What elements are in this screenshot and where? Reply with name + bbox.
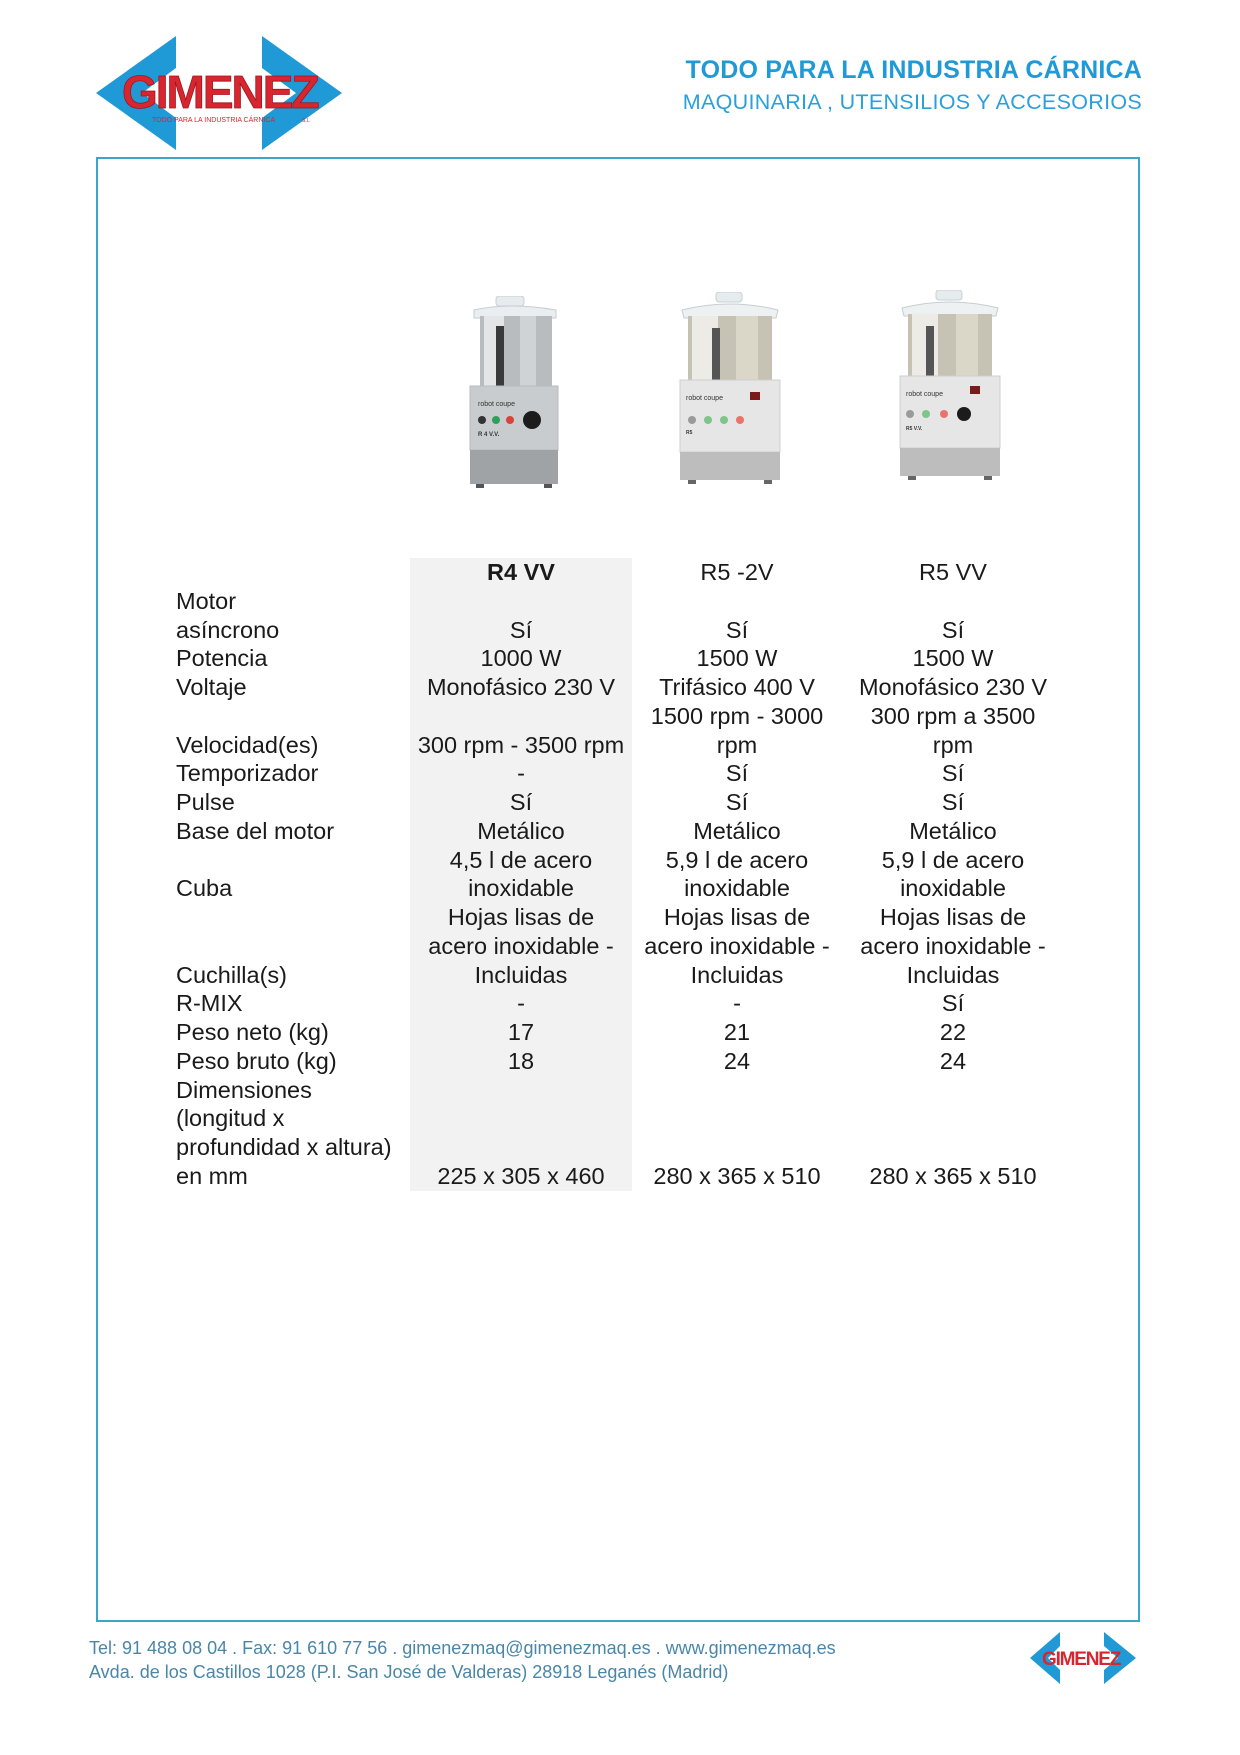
product-images [0, 290, 1240, 510]
footer-contact [89, 1636, 836, 1684]
svg-text:R5 V.V.: R5 V.V. [906, 426, 923, 432]
spec-value: Metálico [909, 817, 997, 844]
spec-value: 1500 rpm - 3000 [650, 702, 824, 729]
spec-value [842, 1076, 1064, 1105]
spec-value: 280 x 365 x 510 [653, 1162, 821, 1189]
spec-value: - [733, 990, 741, 1017]
spec-value [410, 1104, 632, 1133]
spec-value: inoxidable [468, 875, 574, 902]
spec-value [410, 702, 632, 731]
column-header: R4 VV [487, 559, 555, 585]
spec-value: Sí [941, 990, 965, 1017]
row-label: en mm [176, 1162, 248, 1189]
spec-value: 300 rpm - 3500 rpm [417, 731, 625, 758]
spec-value: acero inoxidable - [644, 932, 830, 959]
spec-value: Hojas lisas de [663, 904, 811, 930]
spec-value: 24 [939, 1047, 967, 1074]
spec-value: 17 [507, 1019, 535, 1045]
column-header: R5 VV [919, 559, 987, 585]
svg-text:GIMENEZ: GIMENEZ [122, 66, 318, 118]
svg-text:TODO PARA LA INDUSTRIA CÁRNICA: TODO PARA LA INDUSTRIA CÁRNICA [152, 117, 276, 124]
svg-text:R5: R5 [686, 430, 693, 436]
spec-value: 5,9 l de acero [881, 846, 1025, 873]
row-label: Voltaje [176, 674, 247, 700]
spec-value [626, 1076, 848, 1105]
row-label: Peso neto (kg) [176, 1019, 329, 1045]
spec-value: inoxidable [684, 875, 790, 902]
svg-text:GIMENEZ: GIMENEZ [1042, 1649, 1121, 1670]
tagline [683, 54, 1142, 118]
spec-value: 24 [723, 1047, 751, 1074]
spec-value: 18 [507, 1047, 535, 1074]
spec-value: rpm [716, 731, 758, 758]
spec-value: 1000 W [480, 645, 562, 672]
spec-value: Trifásico 400 V [659, 674, 815, 700]
spec-value [410, 587, 632, 616]
spec-value: Monofásico 230 V [858, 674, 1048, 700]
spec-value: 280 x 365 x 510 [869, 1162, 1037, 1189]
row-label: Cuchilla(s) [176, 961, 287, 988]
footer-address-line: Avda. de los Castillos 1028 (P.I. San José de Valderas) 28918 Leganés (Madrid) [89, 1662, 729, 1682]
product-image-r4vv [460, 296, 570, 492]
spec-value: 5,9 l de acero [665, 846, 809, 873]
row-label: Potencia [176, 645, 268, 672]
svg-text:R 4 V.V.: R 4 V.V. [478, 432, 500, 438]
spec-value: Metálico [693, 817, 781, 844]
row-label: Temporizador [176, 760, 319, 787]
spec-value: Incluidas [906, 961, 1000, 988]
gimenez-logo [96, 36, 358, 150]
row-label [176, 932, 416, 961]
row-label: (longitud x [176, 1105, 285, 1132]
spec-value [626, 587, 848, 616]
column-header: R5 -2V [700, 559, 774, 585]
spec-value: 225 x 305 x 460 [437, 1162, 605, 1189]
row-label: Velocidad(es) [176, 731, 319, 758]
spec-value: acero inoxidable - [860, 932, 1046, 959]
row-label: Peso bruto (kg) [176, 1047, 337, 1074]
spec-value: 300 rpm a 3500 [870, 702, 1036, 729]
spec-value: 22 [939, 1019, 967, 1045]
spec-value [626, 1133, 848, 1162]
product-image-r5-2v [676, 292, 786, 488]
spec-column-r5vv [842, 558, 1064, 1191]
spec-value [626, 1104, 848, 1133]
spec-value: Incluidas [690, 961, 784, 988]
row-label [176, 903, 416, 932]
row-label [176, 702, 416, 731]
spec-value [410, 1076, 632, 1105]
svg-text:robot coupe: robot coupe [478, 401, 515, 408]
spec-value: acero inoxidable - [428, 932, 614, 959]
row-label: R-MIX [176, 990, 243, 1017]
row-label: profundidad x altura) [176, 1134, 392, 1160]
row-label: asíncrono [176, 616, 280, 643]
spec-column-r4vv [410, 558, 632, 1191]
product-image-r5vv [896, 290, 1006, 486]
spec-value: Monofásico 230 V [426, 674, 616, 700]
spec-value: Sí [725, 760, 749, 787]
spec-value: Sí [509, 789, 533, 815]
row-label: Dimensiones [176, 1076, 312, 1103]
gimenez-footer-logo [1030, 1632, 1140, 1684]
svg-text:robot coupe: robot coupe [906, 391, 943, 398]
svg-text:robot coupe: robot coupe [686, 395, 723, 402]
spec-value: 1500 W [912, 645, 994, 672]
row-label [176, 846, 416, 875]
spec-value: Sí [941, 760, 965, 787]
row-label: Motor [176, 587, 237, 614]
spec-labels-column [176, 558, 416, 1191]
spec-value: 1500 W [696, 645, 778, 672]
tagline-title: TODO PARA LA INDUSTRIA CÁRNICA [685, 56, 1142, 84]
footer-contact-line: Tel: 91 488 08 04 . Fax: 91 610 77 56 . gimenezmaq@gimenezmaq.es . www.gimenezmaq.es [89, 1638, 836, 1658]
spec-value: rpm [932, 731, 974, 758]
row-label: Base del motor [176, 817, 335, 844]
spec-value: - [517, 760, 525, 787]
spec-value: 21 [723, 1019, 751, 1045]
row-label: Pulse [176, 789, 235, 815]
spec-value [842, 587, 1064, 616]
svg-text:S.L.: S.L. [302, 118, 311, 124]
spec-value: Sí [941, 789, 965, 815]
spec-value: Metálico [477, 817, 565, 844]
spec-value: Sí [725, 789, 749, 815]
spec-value: Incluidas [474, 961, 568, 988]
spec-value [842, 1104, 1064, 1133]
spec-value [410, 1133, 632, 1162]
spec-value: Hojas lisas de [879, 904, 1027, 930]
row-label: Cuba [176, 875, 233, 902]
spec-value: inoxidable [900, 875, 1006, 902]
spec-value: Sí [725, 616, 749, 643]
spec-value [842, 1133, 1064, 1162]
spec-value: 4,5 l de acero [449, 846, 593, 873]
spec-value: Sí [509, 616, 533, 643]
tagline-subtitle: MAQUINARIA , UTENSILIOS Y ACCESORIOS [682, 90, 1142, 114]
spec-value: - [517, 990, 525, 1017]
spec-value: Hojas lisas de [447, 904, 595, 930]
spec-column-r5-2v [626, 558, 848, 1191]
spec-value: Sí [941, 616, 965, 643]
